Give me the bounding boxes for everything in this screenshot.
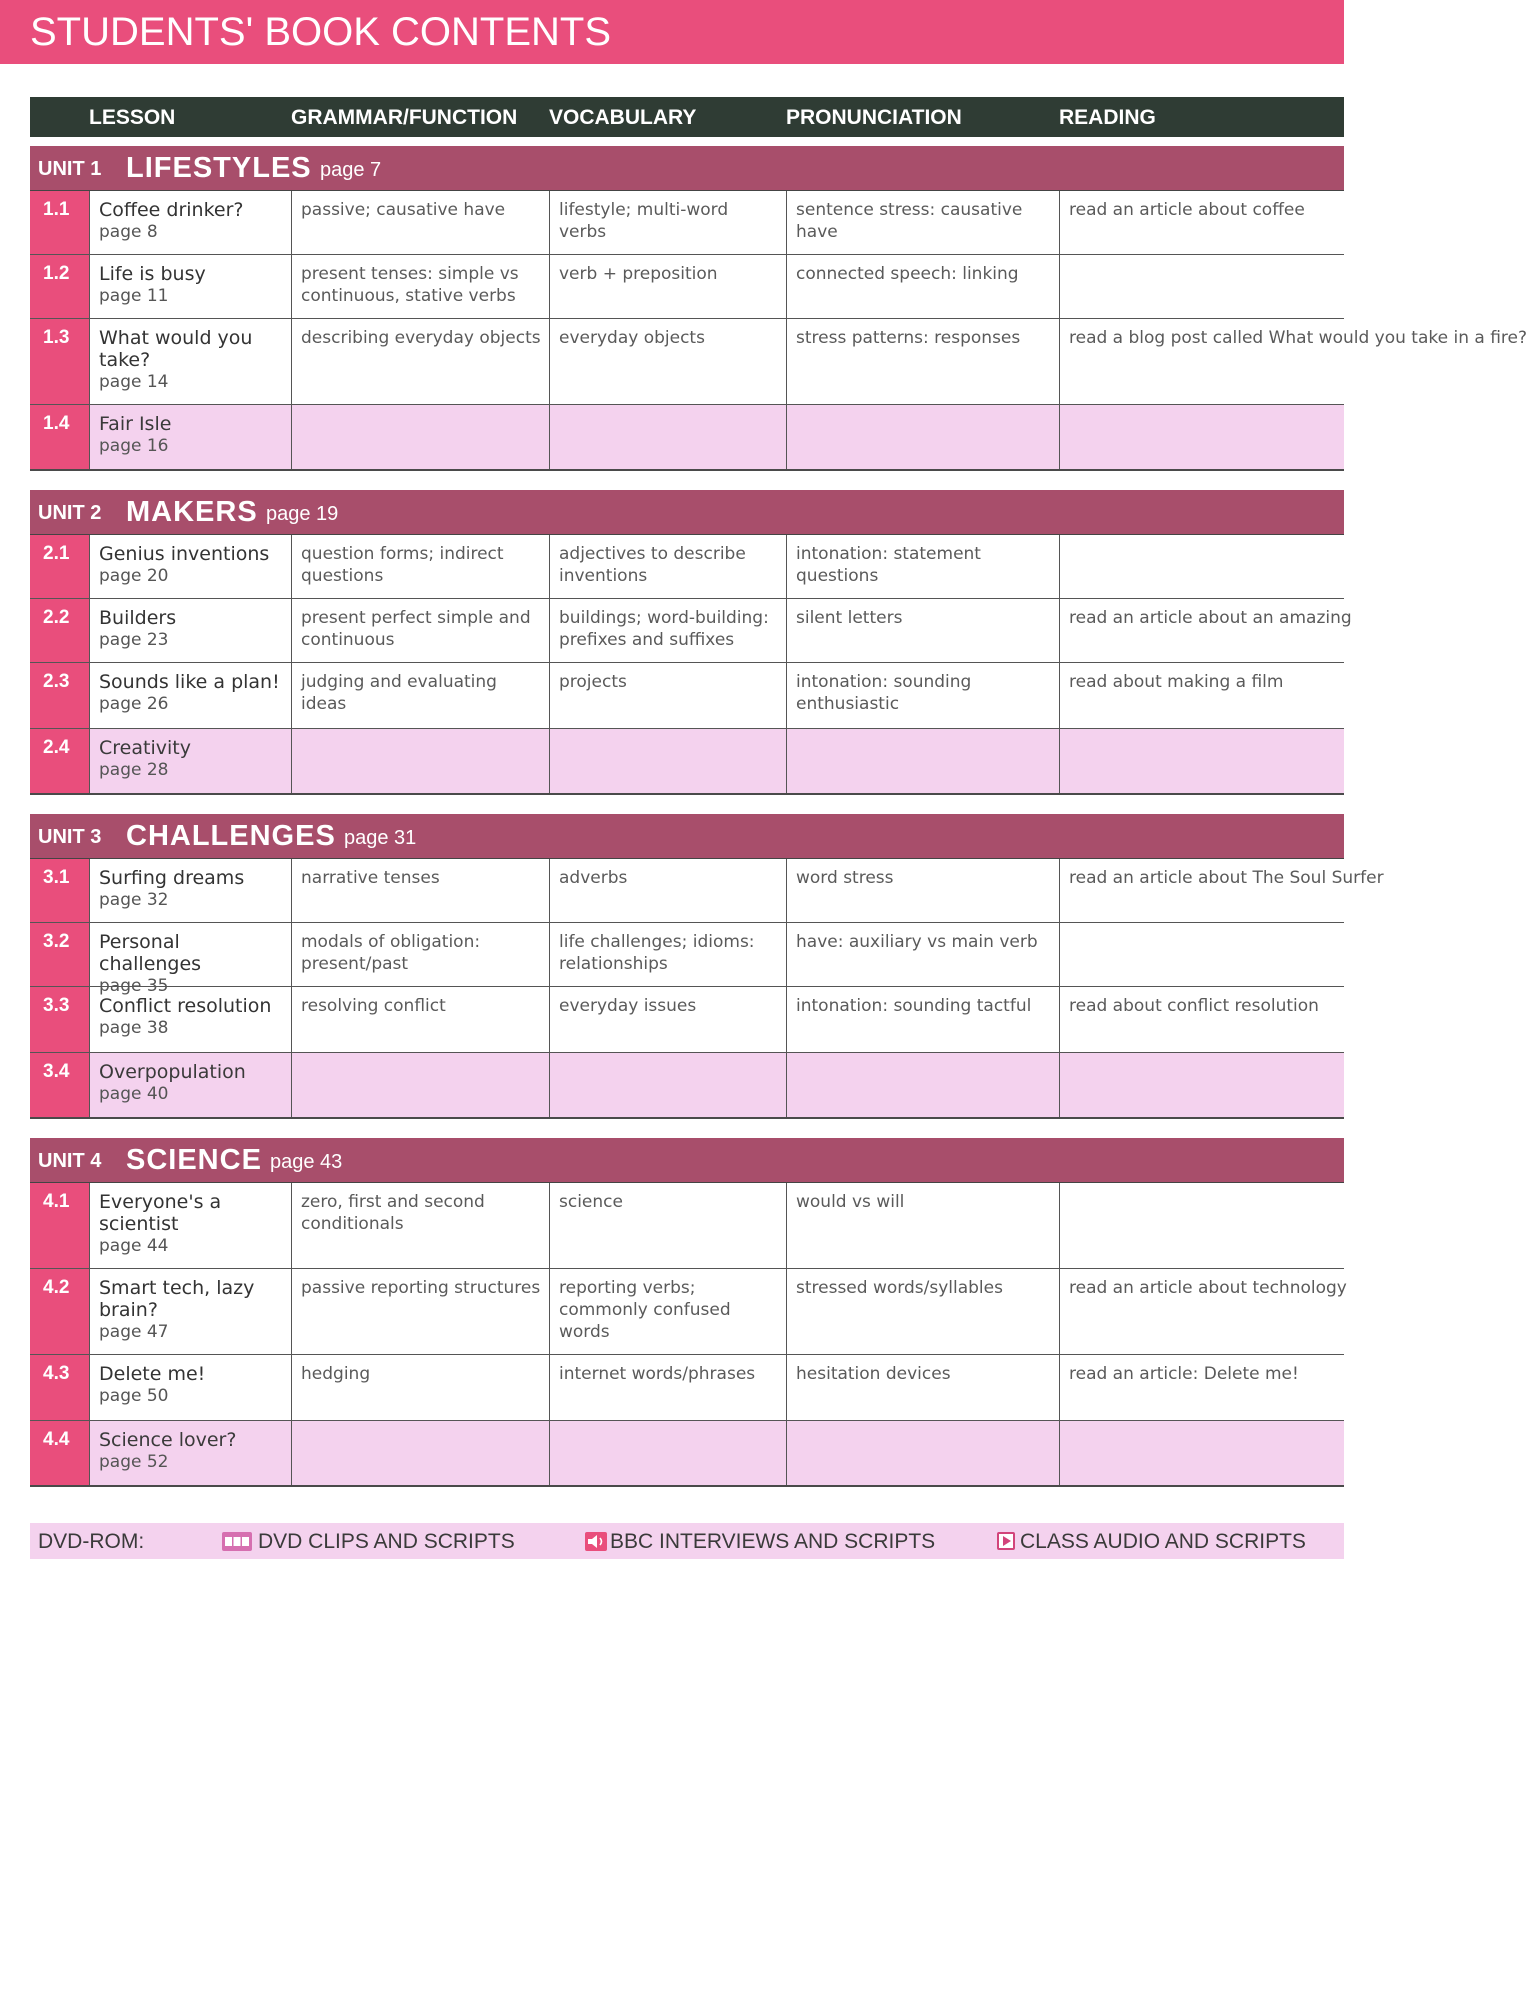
lesson-title-cell [89,1269,291,1354]
column-header-vocabulary: VOCABULARY [549,106,697,129]
lesson-number: 1.2 [30,255,89,318]
unit-block [30,490,1352,795]
column-header-lesson: LESSON [89,106,176,129]
pronunciation-cell: stressed words/syllables [786,1269,1059,1354]
lesson-page: page 50 [99,1386,169,1406]
pronunciation-cell: stress patterns: responses [786,319,1059,404]
lesson-row [30,1421,1344,1485]
lesson-title-cell [89,405,291,469]
lesson-title: What would you take? [99,327,253,371]
unit-header [30,1138,1344,1183]
lesson-title-cell [89,923,291,996]
lesson-title-cell [89,319,291,404]
unit-page: page 31 [344,827,417,849]
lesson-page: page 26 [99,694,169,714]
reading-cell [1059,535,1344,598]
unit-header [30,146,1344,191]
unit-label: UNIT 2 [38,502,102,524]
reading-cell: read an article about technology [1059,1269,1344,1354]
grammar-cell: present perfect simple and continuous [291,599,549,662]
grammar-cell: zero, first and second conditionals [291,1183,549,1268]
reading-cell [1059,923,1344,986]
column-header-pronunciation: PRONUNCIATION [786,106,962,129]
lesson-row [30,923,1344,996]
column-header-reading: READING [1059,106,1156,129]
lesson-row [30,1053,1344,1117]
lesson-row [30,599,1352,663]
reading-cell: read about conflict resolution [1059,987,1344,1052]
lesson-page: page 44 [99,1236,169,1256]
unit-label: UNIT 4 [38,1150,102,1172]
vocabulary-cell: life challenges; idioms: relationships [549,923,786,986]
lesson-number: 1.3 [30,319,89,404]
vocabulary-cell: lifestyle; multi-word verbs [549,191,786,254]
grammar-cell: modals of obligation: present/past [291,923,549,986]
lesson-title-cell [89,1355,291,1420]
reading-cell: read an article: Delete me! [1059,1355,1344,1420]
lesson-row [30,1269,1347,1355]
grammar-cell [291,1053,549,1117]
lesson-page: page 40 [99,1084,169,1104]
reading-cell: read an article about The Soul Surfer [1059,859,1344,922]
unit-label: UNIT 1 [38,158,102,180]
lesson-title-cell [89,729,291,793]
lesson-row [30,729,1344,793]
lesson-title: Delete me! [99,1363,206,1385]
vocabulary-cell: verb + preposition [549,255,786,318]
reading-cell [1059,255,1344,318]
unit-label: UNIT 3 [38,826,102,848]
vocabulary-cell [549,405,786,469]
lesson-title-cell [89,987,291,1052]
lesson-page: page 52 [99,1452,169,1472]
lesson-title-cell [89,255,291,318]
vocabulary-cell: science [549,1183,786,1268]
pronunciation-cell: word stress [786,859,1059,922]
lesson-number: 2.4 [30,729,89,793]
grammar-cell: passive; causative have [291,191,549,254]
grammar-cell [291,405,549,469]
page-title: STUDENTS' BOOK CONTENTS [30,10,612,54]
pronunciation-cell: have: auxiliary vs main verb [786,923,1059,986]
pronunciation-cell: intonation: sounding tactful [786,987,1059,1052]
speaker-icon [585,1532,607,1551]
grammar-cell: question forms; indirect questions [291,535,549,598]
grammar-cell: describing everyday objects [291,319,549,404]
lesson-title-cell [89,191,291,254]
title-bar [0,0,1344,64]
lesson-title: Smart tech, lazy brain? [99,1277,255,1321]
lesson-title-cell [89,535,291,598]
lesson-number: 4.4 [30,1421,89,1485]
lesson-title: Surfing dreams [99,867,245,889]
lesson-title: Conflict resolution [99,995,272,1017]
reading-cell: read an article about an amazing [1059,599,1344,662]
lesson-title: Sounds like a plan! [99,671,280,693]
vocabulary-cell: internet words/phrases [549,1355,786,1420]
reading-cell [1059,405,1344,469]
lesson-number: 1.1 [30,191,89,254]
lesson-title-cell [89,663,291,728]
lesson-page: page 14 [99,372,169,392]
lesson-row [30,1183,1344,1269]
lesson-row [30,987,1344,1053]
lesson-row [30,405,1344,469]
reading-cell: read an article about coffee [1059,191,1344,254]
bbc-interviews-link[interactable]: BBC INTERVIEWS AND SCRIPTS [610,1530,936,1553]
pronunciation-cell [786,729,1059,793]
lesson-row [30,1355,1344,1421]
lesson-title: Builders [99,607,177,629]
lesson-page: page 28 [99,760,169,780]
lesson-number: 3.4 [30,1053,89,1117]
lesson-title-cell [89,1183,291,1268]
lesson-title: Overpopulation [99,1061,246,1083]
unit-header [30,490,1344,535]
lesson-page: page 32 [99,890,169,910]
lesson-title-cell [89,859,291,922]
lesson-title: Genius inventions [99,543,270,565]
column-header-grammar: GRAMMAR/FUNCTION [291,106,518,129]
lesson-row [30,535,1344,599]
lesson-row [30,255,1344,319]
column-header-row [30,97,1344,137]
unit-header [30,814,1344,859]
lesson-number: 3.1 [30,859,89,922]
lesson-page: page 11 [99,286,169,306]
lesson-title-cell [89,1053,291,1117]
unit-block [30,146,1527,471]
lesson-title: Creativity [99,737,191,759]
grammar-cell [291,1421,549,1485]
lesson-title: Science lover? [99,1429,237,1451]
vocabulary-cell: adjectives to describe inventions [549,535,786,598]
pronunciation-cell: would vs will [786,1183,1059,1268]
lesson-page: page 16 [99,436,169,456]
pronunciation-cell: intonation: sounding enthusiastic [786,663,1059,728]
grammar-cell: judging and evaluating ideas [291,663,549,728]
dvd-rom-bar [30,1523,1344,1559]
grammar-cell: passive reporting structures [291,1269,549,1354]
dvd-clips-link[interactable]: DVD CLIPS AND SCRIPTS [258,1530,515,1553]
reading-cell [1059,1053,1344,1117]
grammar-cell: resolving conflict [291,987,549,1052]
vocabulary-cell: projects [549,663,786,728]
lesson-title: Everyone's a scientist [99,1191,222,1235]
lesson-number: 4.3 [30,1355,89,1420]
lesson-title: Personal challenges [99,931,202,975]
lesson-title: Fair Isle [99,413,172,435]
pronunciation-cell: intonation: statement questions [786,535,1059,598]
reading-cell [1059,1421,1344,1485]
grammar-cell [291,729,549,793]
pronunciation-cell: hesitation devices [786,1355,1059,1420]
pronunciation-cell: connected speech: linking [786,255,1059,318]
pronunciation-cell [786,405,1059,469]
lesson-number: 2.1 [30,535,89,598]
dvd-rom-label: DVD-ROM: [38,1530,145,1553]
grammar-cell: hedging [291,1355,549,1420]
lesson-title: Coffee drinker? [99,199,244,221]
grammar-cell: present tenses: simple vs continuous, stative verbs [291,255,549,318]
unit-name: MAKERS [126,496,258,528]
lesson-number: 2.2 [30,599,89,662]
vocabulary-cell: everyday issues [549,987,786,1052]
unit-page: page 19 [266,503,339,525]
lesson-page: page 8 [99,222,158,242]
pronunciation-cell: sentence stress: causative have [786,191,1059,254]
bbc-dvd-icon [222,1532,252,1551]
unit-block [30,814,1384,1119]
pronunciation-cell [786,1421,1059,1485]
reading-cell: read a blog post called What would you take in a fire? [1059,319,1344,404]
lesson-number: 3.2 [30,923,89,986]
lesson-number: 4.1 [30,1183,89,1268]
lesson-number: 3.3 [30,987,89,1052]
vocabulary-cell: adverbs [549,859,786,922]
lesson-row [30,319,1527,405]
lesson-page: page 38 [99,1018,169,1038]
pronunciation-cell [786,1053,1059,1117]
unit-page: page 43 [270,1151,343,1173]
reading-cell [1059,1183,1344,1268]
unit-name: SCIENCE [126,1144,262,1176]
lesson-row [30,663,1344,729]
lesson-title: Life is busy [99,263,206,285]
vocabulary-cell [549,1053,786,1117]
unit-name: CHALLENGES [126,820,336,852]
lesson-row [30,859,1384,923]
lesson-title-cell [89,1421,291,1485]
lesson-page: page 35 [99,976,169,996]
lesson-number: 4.2 [30,1269,89,1354]
lesson-row [30,191,1344,255]
vocabulary-cell: everyday objects [549,319,786,404]
lesson-number: 1.4 [30,405,89,469]
lesson-number: 2.3 [30,663,89,728]
play-icon [997,1532,1015,1550]
lesson-page: page 23 [99,630,169,650]
lesson-page: page 20 [99,566,169,586]
vocabulary-cell [549,729,786,793]
grammar-cell: narrative tenses [291,859,549,922]
lesson-title-cell [89,599,291,662]
pronunciation-cell: silent letters [786,599,1059,662]
lesson-page: page 47 [99,1322,169,1342]
unit-page: page 7 [320,159,382,181]
reading-cell [1059,729,1344,793]
class-audio-link[interactable]: CLASS AUDIO AND SCRIPTS [1020,1530,1306,1553]
vocabulary-cell: reporting verbs; commonly confused words [549,1269,786,1354]
unit-block [30,1138,1347,1487]
unit-name: LIFESTYLES [126,152,312,184]
vocabulary-cell [549,1421,786,1485]
reading-cell: read about making a film [1059,663,1344,728]
vocabulary-cell: buildings; word-building: prefixes and suffixes [549,599,786,662]
